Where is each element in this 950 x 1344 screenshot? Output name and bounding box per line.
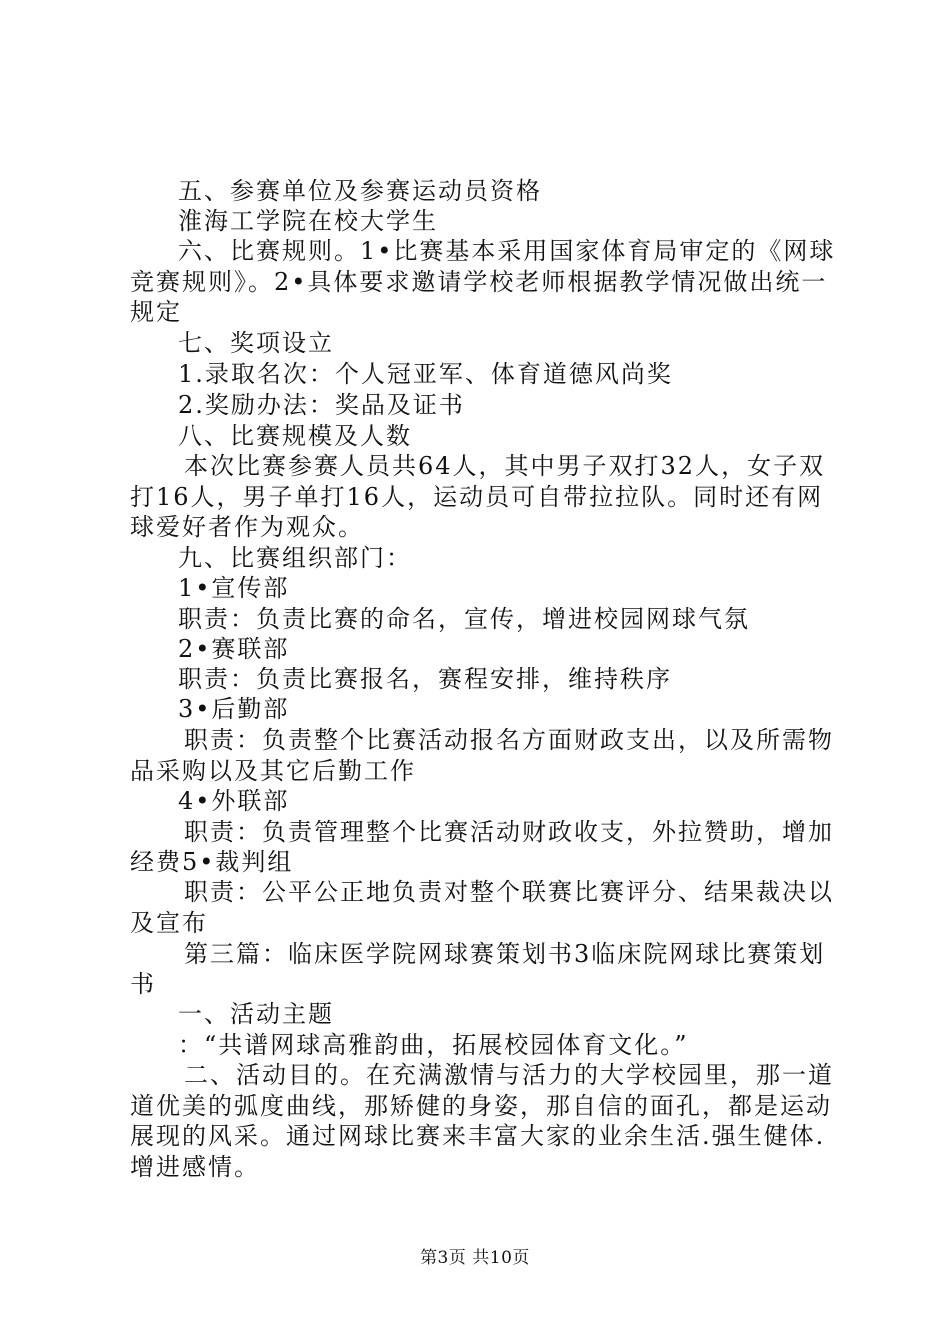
paragraph-line: 品采购以及其它后勤工作 [130, 757, 416, 785]
paragraph-line: ：“共谱网球高雅韵曲，拓展校园体育文化。” [178, 1031, 689, 1059]
department-title: 1•宣传部 [178, 574, 290, 602]
heading-activity-purpose: 二、活动目的。在充满激情与活力的大学校园里，那一道 [184, 1061, 834, 1089]
paragraph-line: 增进感情。 [130, 1153, 260, 1181]
department-title: 2•赛联部 [178, 635, 290, 663]
paragraph-line: 本次比赛参赛人员共64人，其中男子双打32人，女子双 [184, 452, 826, 480]
department-title: 3•后勤部 [178, 695, 290, 723]
duty-line: 职责：负责比赛的命名，宣传，增进校园网球气氛 [178, 605, 750, 633]
paragraph-line: 道优美的弧度曲线，那矫健的身姿，那自信的面孔，都是运动 [130, 1092, 832, 1120]
duty-line: 职责：公平公正地负责对整个联赛比赛评分、结果裁决以 [184, 878, 834, 906]
heading-activity-theme: 一、活动主题 [178, 1000, 334, 1028]
duty-line: 职责：负责比赛报名，赛程安排，维持秩序 [178, 665, 672, 693]
heading-section-6: 六、比赛规则。1•比赛基本采用国家体育局审定的《网球 [178, 237, 836, 265]
duty-line: 职责：负责整个比赛活动报名方面财政支出，以及所需物 [184, 726, 834, 754]
department-title: 4•外联部 [178, 787, 290, 815]
paragraph-line: 竞赛规则》。2•具体要求邀请学校老师根据教学情况做出统一 [130, 268, 828, 296]
duty-line: 职责：负责管理整个比赛活动财政收支，外拉赞助，增加 [184, 818, 834, 846]
heading-section-8: 八、比赛规模及人数 [178, 422, 412, 450]
paragraph-line: 2.奖励办法：奖品及证书 [178, 391, 465, 419]
paragraph-line: 1.录取名次：个人冠亚军、体育道德风尚奖 [178, 360, 673, 388]
paragraph-line: 规定 [130, 298, 182, 326]
heading-section-9: 九、比赛组织部门： [178, 544, 412, 572]
paragraph-line: 及宣布 [130, 909, 208, 937]
paragraph-line: 打16人，男子单打16人，运动员可自带拉拉队。同时还有网 [130, 483, 824, 511]
paragraph-line: 淮海工学院在校大学生 [178, 207, 438, 235]
heading-section-7: 七、奖项设立 [178, 329, 334, 357]
paragraph-line: 球爱好者作为观众。 [130, 513, 364, 541]
article-title: 第三篇：临床医学院网球赛策划书3临床院网球比赛策划 [184, 940, 826, 968]
heading-section-5: 五、参赛单位及参赛运动员资格 [178, 177, 542, 205]
page-number-footer: 第3页 共10页 [420, 1248, 530, 1268]
paragraph-line: 展现的风采。通过网球比赛来丰富大家的业余生活.强生健体. [130, 1122, 826, 1150]
paragraph-line: 书 [130, 970, 156, 998]
paragraph-line: 经费5•裁判组 [130, 848, 294, 876]
